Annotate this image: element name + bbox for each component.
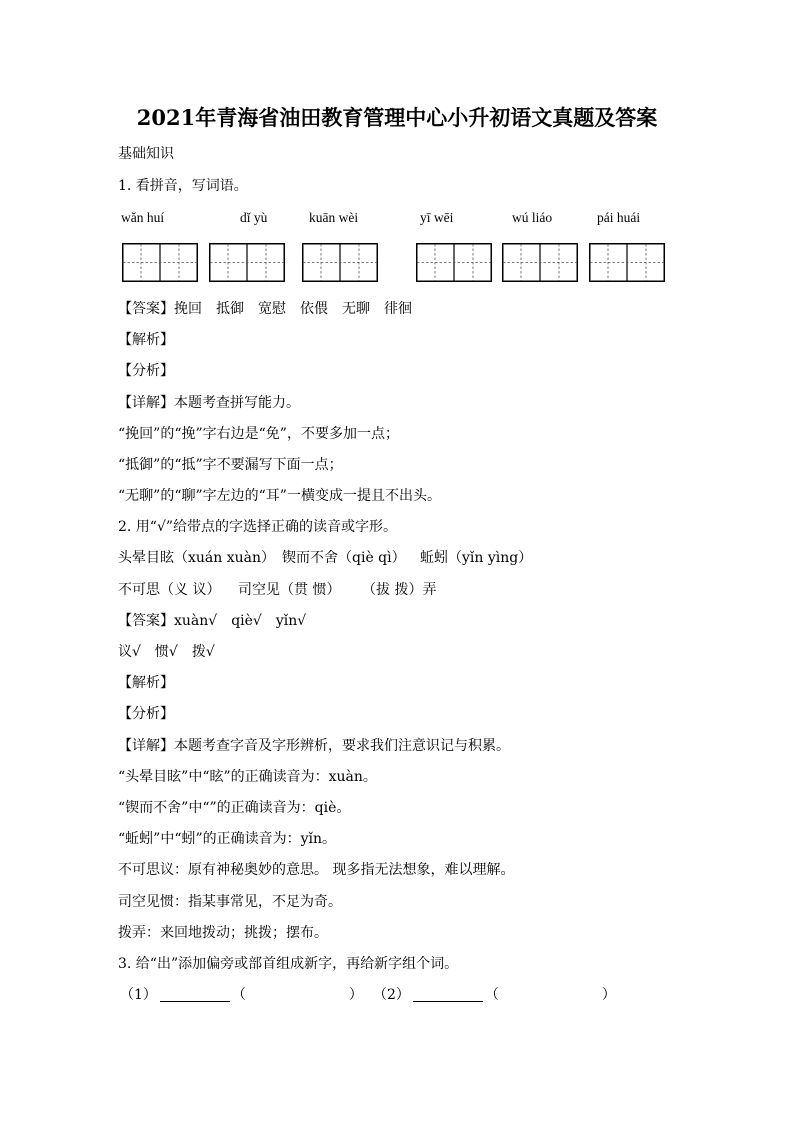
close-paren: ） <box>601 987 616 1004</box>
q1-answer <box>118 294 718 325</box>
q2-note: 司空见惯：指某事常见，不足为奇。 <box>118 893 342 910</box>
q2-fenxi-label: 【分析】 <box>118 706 174 723</box>
q1-pinyin-row <box>118 202 718 233</box>
q3-stem: 3. 给“出”添加偏旁或部首组成新字，再给新字组个词。 <box>118 955 459 972</box>
q3-blank-row <box>118 980 718 1011</box>
item-number: （2） <box>373 987 410 1004</box>
tianzige-box <box>416 243 492 282</box>
q2-answer-row-2 <box>118 637 718 668</box>
tianzige-box <box>502 243 578 282</box>
q2-note: “头晕目眩”中“眩”的正确读音为：xuàn。 <box>118 768 377 785</box>
q2-option: 头晕目眩（xuán xuàn） <box>118 550 276 567</box>
q2-option: 不可思（义 议） <box>118 581 221 598</box>
q2-analysis-label: 【解析】 <box>118 675 174 692</box>
q3-blank-item <box>120 980 363 1011</box>
tianzige-box <box>209 243 285 282</box>
answer-item: qiè√ <box>231 612 262 629</box>
fill-in-blank-line <box>413 1000 483 1002</box>
answer-item: 惯√ <box>154 644 178 661</box>
open-paren: （ <box>231 987 246 1004</box>
answer-item: 拨√ <box>191 644 215 661</box>
answer-item: 议√ <box>118 644 141 661</box>
tianzige-box <box>302 243 378 282</box>
q2-option: 锲而不舍（qiè qì） <box>282 550 406 567</box>
q3-blank-item <box>373 980 616 1011</box>
tianzige-box <box>122 243 198 282</box>
q2-stem: 2. 用“√”给带点的字选择正确的读音或字形。 <box>118 519 398 536</box>
close-paren: ） <box>348 987 363 1004</box>
answer-word: 抵御 <box>216 300 244 317</box>
answer-item: yǐn√ <box>275 612 307 629</box>
q2-detail <box>118 731 718 762</box>
pinyin-label: kuān wèi <box>309 209 359 225</box>
item-number: （1） <box>120 987 157 1004</box>
q1-analysis-label: 【解析】 <box>118 332 174 349</box>
section-heading: 基础知识 <box>118 146 174 163</box>
open-paren: （ <box>484 987 499 1004</box>
pinyin-label: yī wēi <box>420 209 454 225</box>
pinyin-label: dǐ yù <box>240 209 268 225</box>
q2-answer-row-1 <box>118 606 718 637</box>
q2-note: “锲而不舍”中“”的正确读音为：qiè。 <box>118 799 351 816</box>
q2-options-row-1 <box>118 543 718 574</box>
document-title: 2021年青海省油田教育管理中心小升初语文真题及答案 <box>136 105 658 130</box>
q1-note: “挽回”的“挽”字右边是“免”，不要多加一点； <box>118 425 399 442</box>
answer-label: 【答案】 <box>118 612 174 629</box>
fill-in-blank-line <box>160 1000 230 1002</box>
answer-word: 挽回 <box>174 300 202 317</box>
detail-text: 本题考查字音及字形辨析，要求我们注意识记与积累。 <box>174 737 510 754</box>
q2-option: 司空见（贯 惯） <box>238 581 341 598</box>
detail-text: 本题考查拼写能力。 <box>174 394 300 411</box>
q1-stem: 1. 看拼音，写词语。 <box>118 177 248 194</box>
q2-note: “蚯蚓”中“蚓”的正确读音为：yǐn。 <box>118 831 337 848</box>
detail-label: 【详解】 <box>118 737 174 754</box>
detail-label: 【详解】 <box>118 394 174 411</box>
pinyin-label: pái huái <box>597 209 641 225</box>
q1-note: “抵御”的“抵”字不要漏写下面一点； <box>118 456 343 473</box>
q1-detail <box>118 388 718 419</box>
q2-option: （拔 拨）弄 <box>362 581 437 598</box>
answer-label: 【答案】 <box>118 300 174 317</box>
q2-note: 不可思议：原有神秘奥妙的意思。 现多指无法想象，难以理解。 <box>118 862 515 879</box>
tianzige-box <box>589 243 665 282</box>
answer-word: 宽慰 <box>258 300 286 317</box>
document-body <box>118 139 718 1011</box>
q1-note: “无聊”的“聊”字左边的“耳”一横变成一提且不出头。 <box>118 488 441 505</box>
q2-note: 拨弄：来回地拨动；挑拨；摆布。 <box>118 924 328 941</box>
q1-fenxi-label: 【分析】 <box>118 363 174 380</box>
answer-word: 徘徊 <box>384 300 412 317</box>
answer-word: 无聊 <box>342 300 370 317</box>
q2-options-row-2 <box>118 575 718 606</box>
answer-word: 依偎 <box>300 300 328 317</box>
pinyin-label: wǎn huí <box>121 209 165 225</box>
q1-writing-boxes <box>118 233 718 294</box>
q2-option: 蚯蚓（yǐn yìng） <box>420 550 533 567</box>
pinyin-label: wú liáo <box>512 209 553 225</box>
answer-item: xuàn√ <box>174 612 218 629</box>
